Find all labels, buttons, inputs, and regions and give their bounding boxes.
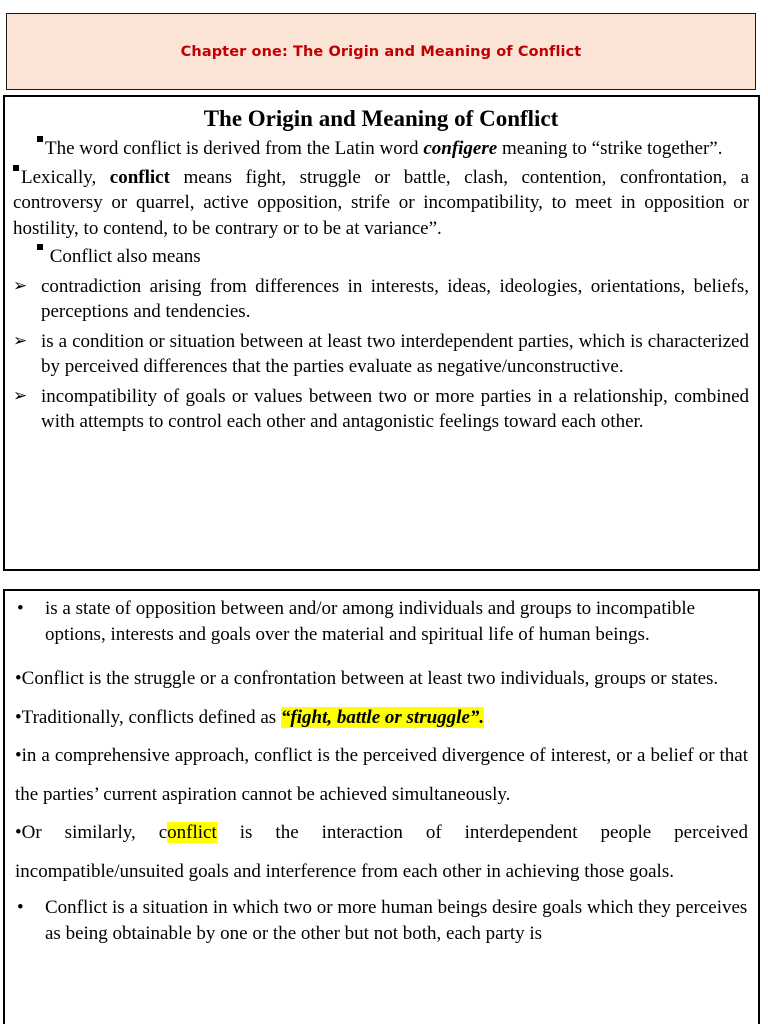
list-item: ➢ is a condition or situation between at least two interdependent parties, which is characterized by perceived differences that the parties evaluate as negative/unconstructive. [13, 330, 749, 377]
square-bullet-icon [37, 136, 43, 142]
chapter-title: Chapter one: The Origin and Meaning of Conflict [180, 43, 582, 60]
bullet-icon: • [17, 598, 24, 619]
definition-traditional: •Traditionally, conflicts defined as “fight, battle or struggle”. [15, 706, 485, 728]
list-item: ➢ contradiction arising from differences in interests, ideas, ideologies, orientations, beliefs, perceptions and tendencies. [13, 275, 749, 322]
slide-origin-meaning [3, 95, 760, 571]
highlighted-quote: “fight, battle or struggle”. [280, 706, 485, 728]
arrow-bullet-icon: ➢ [13, 275, 28, 296]
definition-comprehensive: •in a comprehensive approach, conflict is the perceived divergence of interest, or a belief or that the parties’ current aspiration cannot be achieved simultaneously. [15, 745, 748, 805]
arrow-bullet-icon: ➢ [13, 330, 28, 351]
paragraph-also-means [13, 244, 749, 270]
list-item: ➢ incompatibility of goals or values between two or more parties in a relationship, combined with attempts to control each other and antagonistic feelings toward each other. [13, 385, 749, 432]
state-of-opposition-text: is a state of opposition between and/or among individuals and groups to incompatible options, interests and goals over the material and spiritual life of human beings. [45, 598, 696, 645]
slide-definitions [3, 589, 760, 1024]
etymology-text-end: meaning to “strike together”. [497, 138, 723, 159]
bullet-icon: • [17, 897, 24, 918]
slide-heading: The Origin and Meaning of Conflict [203, 106, 559, 131]
arrow-bullet-icon: ➢ [13, 385, 28, 406]
situation-text: Conflict is a situation in which two or more human beings desire goals which they perceives as being obtainable by one or the other but not both, each party is [45, 897, 748, 944]
lexical-text: Lexically, [21, 166, 110, 188]
highlighted-word: onflict [167, 822, 217, 843]
square-bullet-icon [37, 244, 43, 250]
square-bullet-icon [13, 165, 19, 171]
lexical-text-end: means fight, struggle or battle, clash, contention, confrontation, a controversy or quarrel, active opposition, strife or incompatibility, to meet in opposition or hostility, to contend, to be contrary or to be at variance”. [13, 166, 749, 239]
latin-term: configere [423, 138, 498, 159]
lexical-term: conflict [109, 166, 170, 188]
definition-interaction: •Or similarly, conflict is the interaction of interdependent people perceived incompatible/unsuited goals and interference from each other in achieving those goals. [15, 822, 748, 882]
meaning-arrow-list [13, 274, 749, 435]
paragraph-etymology [13, 136, 749, 162]
paragraph-lexical [13, 165, 749, 242]
also-means-text: Conflict also means [45, 246, 201, 267]
list-item [15, 895, 748, 947]
list-item [15, 596, 748, 648]
etymology-text: The word conflict is derived from the Latin word [45, 138, 424, 159]
chapter-header-banner [6, 13, 756, 90]
definition-struggle: •Conflict is the struggle or a confrontation between at least two individuals, groups or states. [15, 668, 719, 689]
